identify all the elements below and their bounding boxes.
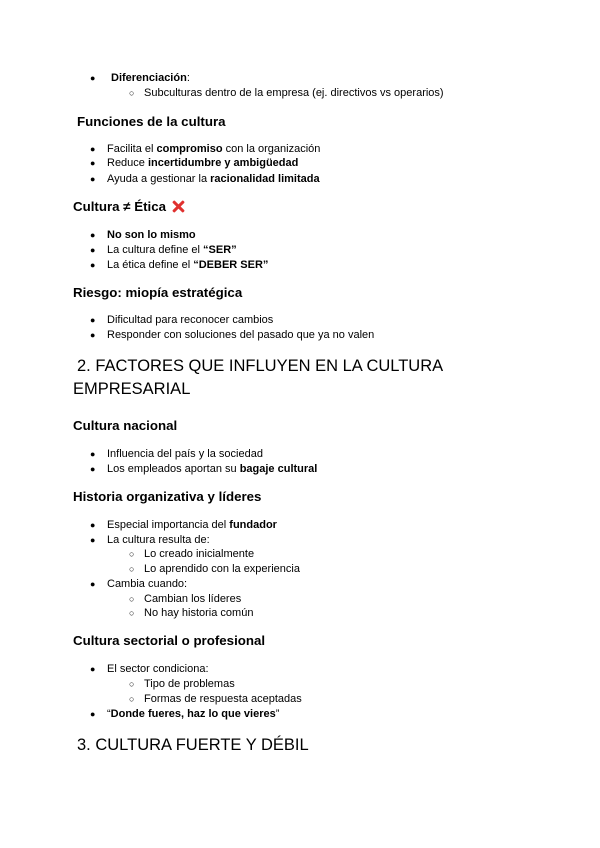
- section-heading-historia: Historia organizativa y líderes: [73, 489, 262, 504]
- list-item: [111, 71, 190, 85]
- bullet: ●: [90, 535, 96, 545]
- bullet: ●: [90, 449, 96, 459]
- text: Influencia del país y la sociedad: [107, 448, 263, 460]
- sub-list-item: Subculturas dentro de la empresa (ej. directivos vs operarios): [144, 87, 444, 99]
- bold-term: racionalidad limitada: [210, 173, 320, 185]
- text: Facilita el: [107, 143, 157, 155]
- sub-bullet: ○: [129, 564, 135, 574]
- bold-term: incertidumbre y ambigüedad: [147, 157, 299, 169]
- list-item: [107, 462, 317, 476]
- list-item: La cultura resulta de:: [107, 534, 210, 546]
- text: Los empleados aportan su: [107, 463, 240, 475]
- sub-bullet: ○: [129, 608, 135, 618]
- bold-term: bagaje cultural: [239, 463, 318, 475]
- bullet: ●: [90, 464, 96, 474]
- bold-term: No son lo mismo: [107, 229, 196, 241]
- bold-term: “SER”: [203, 244, 237, 256]
- sub-list-item: Cambian los líderes: [144, 593, 242, 605]
- bullet: ●: [90, 230, 96, 240]
- sub-bullet: ○: [129, 594, 135, 604]
- text: Especial importancia del: [107, 519, 230, 531]
- sub-bullet: ○: [129, 88, 135, 98]
- bullet: ●: [90, 664, 96, 674]
- list-item: Dificultad para reconocer cambios: [107, 314, 274, 326]
- sub-bullet: ○: [129, 549, 135, 559]
- bold-term: fundador: [229, 519, 277, 531]
- bold-term: “DEBER SER”: [193, 259, 269, 271]
- bullet: ●: [90, 520, 96, 530]
- section-2-title-line2: EMPRESARIAL: [73, 380, 191, 398]
- bullet: ●: [90, 315, 96, 325]
- section-heading-funciones: Funciones de la cultura: [77, 114, 226, 129]
- section-heading-sectorial: Cultura sectorial o profesional: [73, 633, 266, 648]
- bullet: ●: [90, 579, 96, 589]
- text: ”: [275, 708, 280, 720]
- list-item: [107, 243, 237, 257]
- bullet: ●: [90, 158, 96, 168]
- list-item: [107, 707, 279, 721]
- list-item: [107, 142, 320, 156]
- bold-term: Diferenciación: [111, 72, 187, 84]
- list-item: [107, 518, 277, 532]
- section-heading-etica: [73, 199, 185, 215]
- bullet: ●: [90, 330, 96, 340]
- text: Reduce: [107, 157, 148, 169]
- list-item: [107, 258, 268, 272]
- bullet: ●: [90, 245, 96, 255]
- text: Ayuda a gestionar la: [107, 173, 211, 185]
- bullet: ●: [90, 174, 96, 184]
- list-item: [107, 447, 263, 461]
- heading-text: Cultura ≠ Ética: [73, 199, 167, 214]
- section-3-title: 3. CULTURA FUERTE Y DÉBIL: [77, 736, 309, 754]
- sub-list-item: Formas de respuesta aceptadas: [144, 693, 302, 705]
- cross-mark-icon: [172, 200, 185, 213]
- sub-list-item: Lo creado inicialmente: [144, 548, 255, 560]
- sub-list-item: Tipo de problemas: [144, 678, 235, 690]
- list-item: [107, 228, 196, 242]
- bullet: ●: [90, 260, 96, 270]
- list-item: Responder con soluciones del pasado que ya no valen: [107, 329, 375, 341]
- list-item: [107, 156, 298, 170]
- bold-term: compromiso: [156, 143, 223, 155]
- sub-list-item: No hay historia común: [144, 607, 254, 619]
- list-item: El sector condiciona:: [107, 663, 209, 675]
- bold-term: Donde fueres, haz lo que vieres: [110, 708, 276, 720]
- section-heading-nacional: Cultura nacional: [73, 418, 178, 433]
- bullet: ●: [90, 144, 96, 154]
- text: La ética define el: [107, 259, 194, 271]
- sub-bullet: ○: [129, 679, 135, 689]
- bullet: ●: [90, 709, 96, 719]
- section-heading-riesgo: Riesgo: miopía estratégica: [73, 285, 243, 300]
- text: :: [186, 72, 190, 84]
- list-item: Cambia cuando:: [107, 578, 188, 590]
- text: “: [107, 708, 111, 720]
- sub-list-item: Lo aprendido con la experiencia: [144, 563, 300, 575]
- list-item: [107, 172, 320, 186]
- section-2-title-line1: 2. FACTORES QUE INFLUYEN EN LA CULTURA: [77, 357, 444, 375]
- text: con la organización: [222, 143, 321, 155]
- text: La cultura define el: [107, 244, 204, 256]
- sub-bullet: ○: [129, 694, 135, 704]
- bullet: ●: [90, 73, 96, 83]
